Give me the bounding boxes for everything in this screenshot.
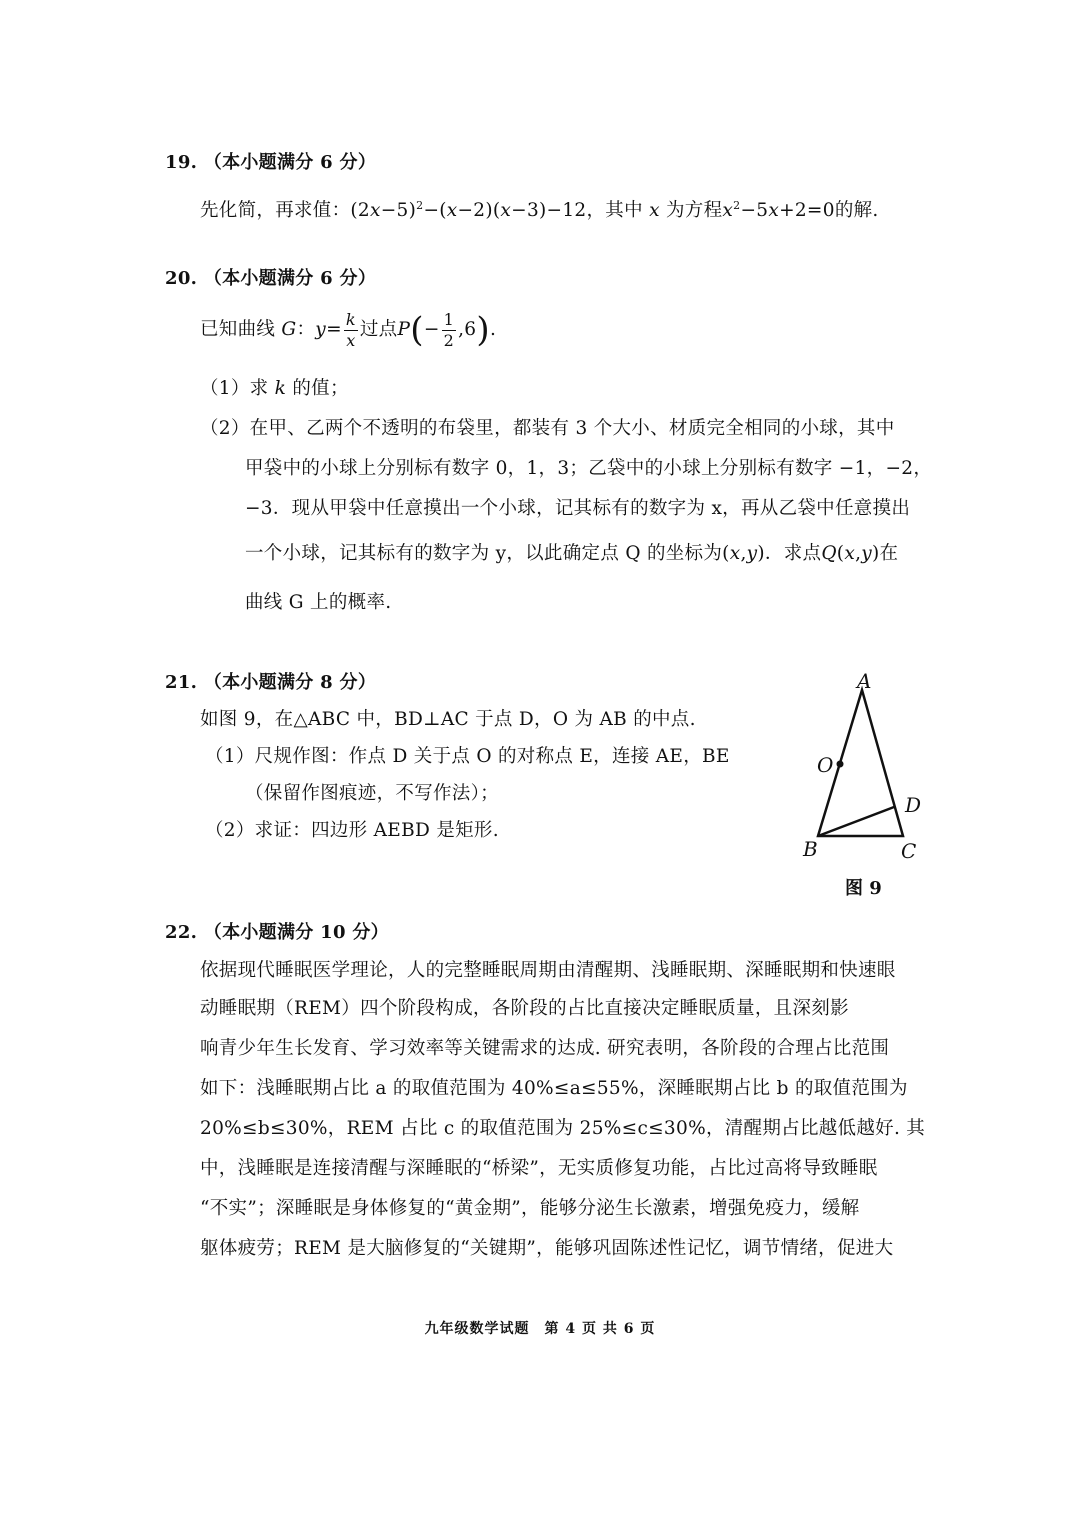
q19-header: 19. （本小题满分 6 分） [165, 152, 377, 173]
q22-line: 响青少年生长发育、学习效率等关键需求的达成. 研究表明，各阶段的合理占比范围 [200, 1038, 890, 1059]
q22-line: 动睡眠期（REM）四个阶段构成，各阶段的占比直接决定睡眠质量，且深刻影 [200, 998, 849, 1019]
q20-part2-line3: −3．现从甲袋中任意摸出一个小球，记其标有的数字为 x，再从乙袋中任意摸出 [245, 498, 911, 519]
q22-line: 20%≤b≤30%，REM 占比 c 的取值范围为 25%≤c≤30%，清醒期占比越低越好. 其 [200, 1118, 926, 1139]
label-b: B [803, 837, 818, 861]
q21-part2: （2）求证：四边形 AEBD 是矩形. [205, 820, 499, 841]
label-c: C [901, 839, 917, 863]
segment-bd [818, 807, 894, 836]
label-o: O [817, 753, 834, 777]
page-footer: 九年级数学试题 第 4 页 共 6 页 [424, 1321, 656, 1337]
q19-text: 先化简，再求值：$(2x-5)^2-(x-2)(x-3)-12$，其中 x 为方程$x^2-5x+2=0$的解. [200, 199, 879, 222]
point-o [837, 761, 844, 768]
q22-line: 依据现代睡眠医学理论，人的完整睡眠周期由清醒期、浅睡眠期、深睡眠期和快速眼 [200, 960, 896, 981]
q20-part2-line1: （2）在甲、乙两个不透明的布袋里，都装有 3 个大小、材质完全相同的小球，其中 [200, 418, 895, 439]
q20-part2-line2: 甲袋中的小球上分别标有数字 0，1，3；乙袋中的小球上分别标有数字 −1，−2， [245, 458, 933, 479]
q22-header: 22. （本小题满分 10 分） [165, 922, 389, 943]
q20-part1: （1）求 k 的值； [200, 378, 349, 399]
q21-intro: 如图 9，在△ABC 中，BD⊥AC 于点 D，O 为 AB 的中点. [200, 709, 696, 730]
q20-part2-line4: 一个小球，记其标有的数字为 y，以此确定点 Q 的坐标为(x,y)．求点Q(x,y)在 [245, 543, 899, 564]
q22-line: 如下：浅睡眠期占比 a 的取值范围为 40%≤a≤55%，深睡眠期占比 b 的取值范围为 [200, 1078, 908, 1099]
label-d: D [905, 793, 922, 817]
q22-line: 中，浅睡眠是连接清醒与深睡眠的“桥梁”，无实质修复功能，占比过高将导致睡眠 [200, 1158, 878, 1179]
figure-9-triangle [795, 668, 945, 883]
q20-part2-line5: 曲线 G 上的概率. [245, 592, 392, 613]
q21-part1-line2: （保留作图痕迹，不写作法）； [245, 783, 499, 804]
q22-line: “不实”；深睡眠是身体修复的“黄金期”，能够分泌生长激素，增强免疫力，缓解 [200, 1198, 860, 1219]
q20-header: 20. （本小题满分 6 分） [165, 268, 377, 289]
label-a: A [857, 669, 872, 693]
q22-line: 躯体疲劳；REM 是大脑修复的“关键期”，能够巩固陈述性记忆，调节情绪，促进大 [200, 1238, 894, 1259]
q20-intro: 已知曲线 G：y= $\frac{k}{x}$ 过点P(− $\frac{1}{2}$ ,6). [200, 309, 497, 350]
q21-header: 21. （本小题满分 8 分） [165, 672, 377, 693]
figure-9-caption: 图 9 [845, 878, 882, 899]
q21-part1-line1: （1）尺规作图：作点 D 关于点 O 的对称点 E，连接 AE，BE [205, 746, 730, 767]
